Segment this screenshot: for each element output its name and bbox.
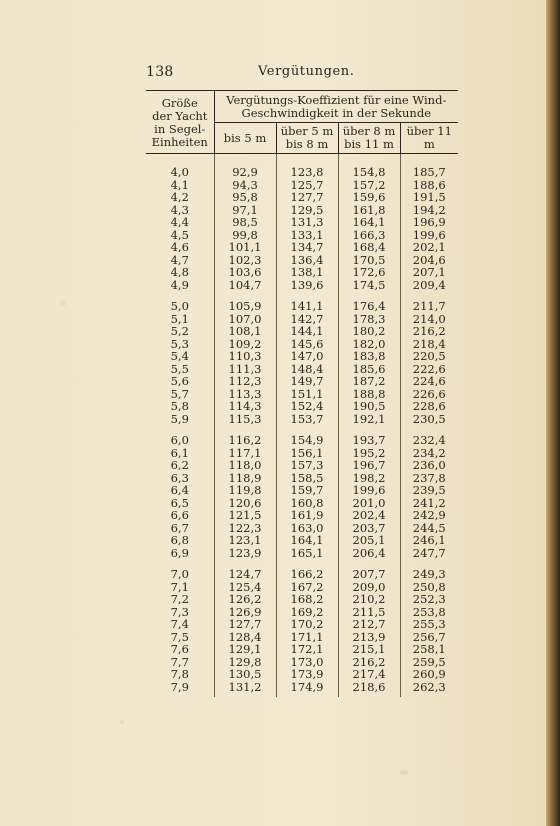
coefficient-cell: 262,3 bbox=[400, 681, 458, 698]
coefficient-cell: 236,0 bbox=[400, 459, 458, 472]
coefficient-cell: 158,5 bbox=[276, 472, 338, 485]
coefficient-cell: 166,2 bbox=[276, 568, 338, 581]
coefficient-cell: 212,7 bbox=[338, 618, 400, 631]
coefficient-cell: 256,7 bbox=[400, 631, 458, 644]
table-row bbox=[146, 668, 458, 681]
coefficient-cell: 192,1 bbox=[338, 413, 400, 426]
coefficient-cell: 160,8 bbox=[276, 497, 338, 510]
table-row bbox=[146, 459, 458, 472]
coefficient-cell: 188,6 bbox=[400, 179, 458, 192]
coefficient-cell: 187,2 bbox=[338, 375, 400, 388]
coefficient-cell: 168,4 bbox=[338, 241, 400, 254]
yacht-size-cell: 4,0 bbox=[170, 165, 189, 179]
column-header-line: bis 11 m bbox=[344, 137, 394, 151]
coefficient-cell: 218,6 bbox=[338, 681, 400, 698]
yacht-size-cell: 6,5 bbox=[170, 495, 189, 510]
coefficient-cell: 141,1 bbox=[276, 300, 338, 313]
coefficient-cell: 119,8 bbox=[214, 484, 276, 497]
table-row bbox=[146, 681, 458, 698]
column-header-line: über 8 m bbox=[342, 124, 396, 138]
coefficient-cell: 237,8 bbox=[400, 472, 458, 485]
coefficient-cell: 111,3 bbox=[214, 363, 276, 376]
coefficient-cell: 94,3 bbox=[214, 179, 276, 192]
coefficient-cell: 115,3 bbox=[214, 413, 276, 426]
coefficient-cell: 126,9 bbox=[214, 606, 276, 619]
yacht-size-cell: 7,7 bbox=[170, 654, 189, 669]
coefficient-cell: 109,2 bbox=[214, 338, 276, 351]
coefficient-cell: 144,1 bbox=[276, 325, 338, 338]
table-row bbox=[146, 400, 458, 413]
coefficient-cell: 258,1 bbox=[400, 643, 458, 656]
yacht-size-header-line: Einheiten bbox=[151, 134, 208, 149]
coefficient-group-header-line: Geschwindigkeit in der Sekunde bbox=[241, 106, 432, 120]
coefficient-cell: 218,4 bbox=[400, 338, 458, 351]
coefficient-cell: 202,1 bbox=[400, 241, 458, 254]
coefficient-cell: 108,1 bbox=[214, 325, 276, 338]
column-header-8-11m bbox=[338, 123, 400, 154]
coefficient-cell: 142,7 bbox=[276, 313, 338, 326]
yacht-size-cell: 5,8 bbox=[170, 399, 189, 413]
coefficient-cell: 239,5 bbox=[400, 484, 458, 497]
coefficient-cell: 199,6 bbox=[338, 484, 400, 497]
coefficient-cell: 166,3 bbox=[338, 229, 400, 242]
table-row bbox=[146, 618, 458, 631]
coefficient-cell: 193,7 bbox=[338, 434, 400, 447]
yacht-size-cell: 6,1 bbox=[170, 445, 189, 460]
coefficient-cell: 104,7 bbox=[214, 279, 276, 292]
yacht-size-cell: 7,2 bbox=[170, 592, 189, 606]
coefficient-cell: 213,9 bbox=[338, 631, 400, 644]
column-header-line: über 11 m bbox=[406, 124, 452, 151]
coefficient-cell: 164,1 bbox=[338, 216, 400, 229]
coefficient-cell: 120,6 bbox=[214, 497, 276, 510]
column-header-5-8m bbox=[276, 123, 338, 154]
yacht-size-header-line: Größe bbox=[161, 95, 198, 110]
yacht-size-cell: 4,1 bbox=[170, 177, 189, 192]
table-row bbox=[146, 279, 458, 292]
coefficient-cell: 260,9 bbox=[400, 668, 458, 681]
coefficient-cell: 113,3 bbox=[214, 388, 276, 401]
coefficient-cell: 201,0 bbox=[338, 497, 400, 510]
coefficient-cell: 97,1 bbox=[214, 204, 276, 217]
yacht-size-cell: 7,4 bbox=[170, 617, 189, 631]
yacht-size-header-line: in Segel- bbox=[154, 121, 206, 136]
table-row bbox=[146, 643, 458, 656]
coefficient-cell: 123,1 bbox=[214, 534, 276, 547]
coefficient-cell: 226,6 bbox=[400, 388, 458, 401]
coefficient-cell: 174,5 bbox=[338, 279, 400, 292]
yacht-size-cell: 6,3 bbox=[170, 470, 189, 485]
coefficient-cell: 211,5 bbox=[338, 606, 400, 619]
coefficient-cell: 117,1 bbox=[214, 447, 276, 460]
coefficient-cell: 125,4 bbox=[214, 581, 276, 594]
coefficient-cell: 105,9 bbox=[214, 300, 276, 313]
column-header-line: über 5 m bbox=[280, 124, 334, 138]
coefficient-cell: 195,2 bbox=[338, 447, 400, 460]
coefficient-cell: 163,0 bbox=[276, 522, 338, 535]
coefficient-cell: 253,8 bbox=[400, 606, 458, 619]
table-body bbox=[146, 154, 458, 698]
coefficient-cell: 159,6 bbox=[338, 191, 400, 204]
coefficient-table bbox=[146, 90, 458, 697]
column-header-line: bis 5 m bbox=[223, 130, 267, 145]
coefficient-cell: 136,4 bbox=[276, 254, 338, 267]
coefficient-cell: 116,2 bbox=[214, 434, 276, 447]
yacht-size-cell: 6,4 bbox=[170, 483, 189, 497]
coefficient-cell: 129,8 bbox=[214, 656, 276, 669]
yacht-size-cell: 5,2 bbox=[170, 324, 189, 338]
coefficient-cell: 203,7 bbox=[338, 522, 400, 535]
page-number: 138 bbox=[146, 64, 174, 80]
coefficient-cell: 133,1 bbox=[276, 229, 338, 242]
coefficient-cell: 110,3 bbox=[214, 350, 276, 363]
yacht-size-cell: 6,8 bbox=[170, 533, 189, 547]
coefficient-cell: 222,6 bbox=[400, 363, 458, 376]
coefficient-cell: 92,9 bbox=[214, 154, 276, 179]
coefficient-cell: 118,0 bbox=[214, 459, 276, 472]
coefficient-cell: 161,9 bbox=[276, 509, 338, 522]
coefficient-cell: 188,8 bbox=[338, 388, 400, 401]
coefficient-cell: 152,4 bbox=[276, 400, 338, 413]
coefficient-cell: 252,3 bbox=[400, 593, 458, 606]
yacht-size-cell: 7,8 bbox=[170, 667, 189, 681]
coefficient-cell: 185,7 bbox=[400, 154, 458, 179]
yacht-size-header-line: der Yacht bbox=[152, 108, 208, 123]
coefficient-cell: 99,8 bbox=[214, 229, 276, 242]
coefficient-cell: 220,5 bbox=[400, 350, 458, 363]
coefficient-cell: 202,4 bbox=[338, 509, 400, 522]
coefficient-cell: 124,7 bbox=[214, 568, 276, 581]
coefficient-cell: 244,5 bbox=[400, 522, 458, 535]
yacht-size-header bbox=[146, 91, 214, 154]
coefficient-cell: 103,6 bbox=[214, 266, 276, 279]
paper-spot bbox=[60, 300, 66, 306]
yacht-size-cell: 5,5 bbox=[170, 361, 189, 376]
column-header-bis-5m bbox=[214, 123, 276, 154]
coefficient-cell: 228,6 bbox=[400, 400, 458, 413]
column-header-ueber-11m bbox=[400, 123, 458, 154]
coefficient-cell: 122,3 bbox=[214, 522, 276, 535]
coefficient-cell: 217,4 bbox=[338, 668, 400, 681]
coefficient-cell: 206,4 bbox=[338, 547, 400, 560]
coefficient-cell: 230,5 bbox=[400, 413, 458, 426]
coefficient-cell: 129,1 bbox=[214, 643, 276, 656]
yacht-size-cell: 5,4 bbox=[170, 349, 189, 363]
coefficient-cell: 185,6 bbox=[338, 363, 400, 376]
coefficient-cell: 207,1 bbox=[400, 266, 458, 279]
coefficient-group-header bbox=[214, 91, 458, 123]
coefficient-cell: 169,2 bbox=[276, 606, 338, 619]
coefficient-cell: 183,8 bbox=[338, 350, 400, 363]
yacht-size-cell: 4,6 bbox=[170, 240, 189, 254]
coefficient-cell: 209,4 bbox=[400, 279, 458, 292]
coefficient-cell: 173,9 bbox=[276, 668, 338, 681]
yacht-size-cell: 6,9 bbox=[170, 545, 189, 560]
coefficient-cell: 107,0 bbox=[214, 313, 276, 326]
coefficient-cell: 232,4 bbox=[400, 434, 458, 447]
paper-spot bbox=[120, 720, 124, 724]
yacht-size-cell: 4,3 bbox=[170, 202, 189, 217]
yacht-size-cell: 4,7 bbox=[170, 252, 189, 267]
coefficient-cell: 131,2 bbox=[214, 681, 276, 698]
coefficient-cell: 102,3 bbox=[214, 254, 276, 267]
coefficient-cell: 196,7 bbox=[338, 459, 400, 472]
coefficient-cell: 128,4 bbox=[214, 631, 276, 644]
book-spine-shadow bbox=[546, 0, 560, 826]
coefficient-cell: 211,7 bbox=[400, 300, 458, 313]
table-row bbox=[146, 593, 458, 606]
table-row bbox=[146, 300, 458, 313]
coefficient-cell: 157,2 bbox=[338, 179, 400, 192]
coefficient-cell: 164,1 bbox=[276, 534, 338, 547]
coefficient-cell: 172,6 bbox=[338, 266, 400, 279]
coefficient-cell: 178,3 bbox=[338, 313, 400, 326]
yacht-size-cell: 5,9 bbox=[170, 411, 189, 426]
coefficient-cell: 210,2 bbox=[338, 593, 400, 606]
coefficient-cell: 159,7 bbox=[276, 484, 338, 497]
table-row bbox=[146, 434, 458, 447]
yacht-size-cell: 4,8 bbox=[170, 265, 189, 279]
coefficient-cell: 98,5 bbox=[214, 216, 276, 229]
coefficient-cell: 246,1 bbox=[400, 534, 458, 547]
coefficient-cell: 194,2 bbox=[400, 204, 458, 217]
coefficient-cell: 157,3 bbox=[276, 459, 338, 472]
table-row bbox=[146, 154, 458, 179]
coefficient-cell: 176,4 bbox=[338, 300, 400, 313]
coefficient-cell: 215,1 bbox=[338, 643, 400, 656]
yacht-size-cell: 5,0 bbox=[170, 299, 189, 313]
coefficient-cell: 149,7 bbox=[276, 375, 338, 388]
coefficient-cell: 242,9 bbox=[400, 509, 458, 522]
table-row bbox=[146, 375, 458, 388]
coefficient-cell: 168,2 bbox=[276, 593, 338, 606]
coefficient-cell: 151,1 bbox=[276, 388, 338, 401]
column-header-line: bis 8 m bbox=[285, 137, 329, 151]
paper-spot bbox=[400, 770, 408, 775]
coefficient-cell: 121,5 bbox=[214, 509, 276, 522]
coefficient-cell: 241,2 bbox=[400, 497, 458, 510]
coefficient-cell: 129,5 bbox=[276, 204, 338, 217]
coefficient-cell: 205,1 bbox=[338, 534, 400, 547]
coefficient-cell: 156,1 bbox=[276, 447, 338, 460]
coefficient-cell: 216,2 bbox=[400, 325, 458, 338]
coefficient-cell: 123,9 bbox=[214, 547, 276, 560]
coefficient-cell: 190,5 bbox=[338, 400, 400, 413]
coefficient-cell: 174,9 bbox=[276, 681, 338, 698]
coefficient-cell: 153,7 bbox=[276, 413, 338, 426]
coefficient-cell: 234,2 bbox=[400, 447, 458, 460]
coefficient-cell: 114,3 bbox=[214, 400, 276, 413]
coefficient-group-header-line: Vergütungs-Koeffizient für eine Wind- bbox=[226, 93, 447, 107]
coefficient-cell: 134,7 bbox=[276, 241, 338, 254]
coefficient-cell: 123,8 bbox=[276, 154, 338, 179]
yacht-size-cell: 6,7 bbox=[170, 520, 189, 535]
yacht-size-cell: 7,5 bbox=[170, 629, 189, 644]
table-row bbox=[146, 547, 458, 560]
coefficient-cell: 214,0 bbox=[400, 313, 458, 326]
coefficient-cell: 224,6 bbox=[400, 375, 458, 388]
table-row bbox=[146, 484, 458, 497]
table-row bbox=[146, 568, 458, 581]
coefficient-cell: 191,5 bbox=[400, 191, 458, 204]
table-row bbox=[146, 413, 458, 426]
yacht-size-cell: 5,3 bbox=[170, 336, 189, 351]
table-row bbox=[146, 191, 458, 204]
coefficient-cell: 171,1 bbox=[276, 631, 338, 644]
coefficient-cell: 204,6 bbox=[400, 254, 458, 267]
coefficient-cell: 180,2 bbox=[338, 325, 400, 338]
yacht-size-cell: 6,0 bbox=[170, 433, 189, 447]
yacht-size-cell: 7,0 bbox=[170, 567, 189, 581]
coefficient-cell: 101,1 bbox=[214, 241, 276, 254]
yacht-size-cell: 7,6 bbox=[170, 642, 189, 656]
coefficient-cell: 199,6 bbox=[400, 229, 458, 242]
coefficient-cell: 249,3 bbox=[400, 568, 458, 581]
coefficient-cell: 182,0 bbox=[338, 338, 400, 351]
coefficient-cell: 154,9 bbox=[276, 434, 338, 447]
coefficient-cell: 125,7 bbox=[276, 179, 338, 192]
yacht-size-cell: 6,6 bbox=[170, 508, 189, 522]
coefficient-cell: 148,4 bbox=[276, 363, 338, 376]
yacht-size-cell: 4,4 bbox=[170, 215, 189, 229]
coefficient-cell: 145,6 bbox=[276, 338, 338, 351]
yacht-size-cell: 7,9 bbox=[170, 679, 189, 694]
coefficient-cell: 161,8 bbox=[338, 204, 400, 217]
yacht-size-cell: 5,7 bbox=[170, 386, 189, 401]
table-row bbox=[146, 325, 458, 338]
coefficient-cell: 250,8 bbox=[400, 581, 458, 594]
table-row bbox=[146, 534, 458, 547]
coefficient-cell: 216,2 bbox=[338, 656, 400, 669]
coefficient-cell: 255,3 bbox=[400, 618, 458, 631]
coefficient-cell: 127,7 bbox=[276, 191, 338, 204]
yacht-size-cell: 4,9 bbox=[170, 277, 189, 292]
coefficient-cell: 126,2 bbox=[214, 593, 276, 606]
coefficient-cell: 138,1 bbox=[276, 266, 338, 279]
yacht-size-cell: 6,2 bbox=[170, 458, 189, 472]
table-row bbox=[146, 216, 458, 229]
coefficient-cell: 118,9 bbox=[214, 472, 276, 485]
coefficient-cell: 198,2 bbox=[338, 472, 400, 485]
yacht-size-cell: 7,1 bbox=[170, 579, 189, 594]
yacht-size-cell: 4,2 bbox=[170, 190, 189, 204]
running-head: Vergütungen. bbox=[258, 64, 355, 79]
yacht-size-cell: 5,6 bbox=[170, 374, 189, 388]
coefficient-cell: 172,1 bbox=[276, 643, 338, 656]
table-row bbox=[146, 241, 458, 254]
coefficient-cell: 167,2 bbox=[276, 581, 338, 594]
coefficient-cell: 173,0 bbox=[276, 656, 338, 669]
coefficient-cell: 131,3 bbox=[276, 216, 338, 229]
table-row bbox=[146, 266, 458, 279]
yacht-size-cell: 4,5 bbox=[170, 227, 189, 242]
table-row bbox=[146, 350, 458, 363]
coefficient-cell: 112,3 bbox=[214, 375, 276, 388]
yacht-size-cell: 5,1 bbox=[170, 311, 189, 326]
coefficient-cell: 207,7 bbox=[338, 568, 400, 581]
coefficient-cell: 259,5 bbox=[400, 656, 458, 669]
coefficient-cell: 170,5 bbox=[338, 254, 400, 267]
coefficient-cell: 147,0 bbox=[276, 350, 338, 363]
coefficient-cell: 95,8 bbox=[214, 191, 276, 204]
coefficient-cell: 165,1 bbox=[276, 547, 338, 560]
table-row bbox=[146, 509, 458, 522]
coefficient-cell: 247,7 bbox=[400, 547, 458, 560]
yacht-size-cell: 7,3 bbox=[170, 604, 189, 619]
coefficient-cell: 139,6 bbox=[276, 279, 338, 292]
coefficient-cell: 170,2 bbox=[276, 618, 338, 631]
coefficient-cell: 154,8 bbox=[338, 154, 400, 179]
coefficient-cell: 209,0 bbox=[338, 581, 400, 594]
coefficient-cell: 130,5 bbox=[214, 668, 276, 681]
coefficient-cell: 127,7 bbox=[214, 618, 276, 631]
coefficient-cell: 196,9 bbox=[400, 216, 458, 229]
